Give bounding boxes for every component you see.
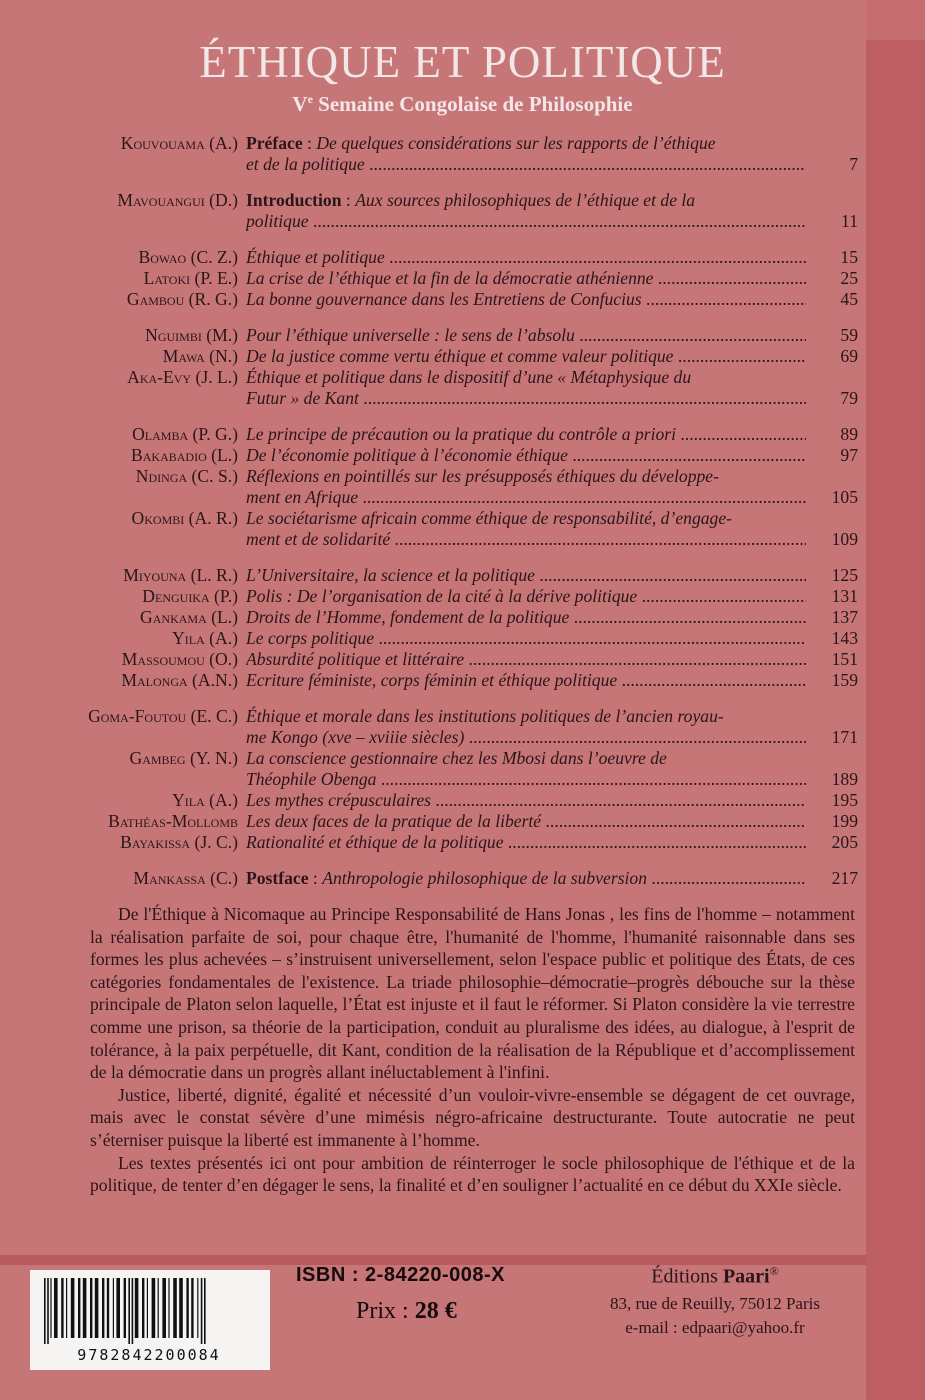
barcode-bar — [54, 1278, 58, 1338]
toc-lead: Introduction — [246, 190, 342, 210]
publisher-address — [570, 1292, 860, 1340]
toc-entry — [30, 445, 858, 466]
back-cover-blurb — [90, 903, 855, 1197]
toc-entry — [30, 466, 858, 508]
barcode-bar — [204, 1278, 206, 1344]
barcode-bar — [152, 1278, 156, 1338]
toc-author: Yila (A.) — [172, 628, 238, 648]
spine-highlight — [866, 0, 925, 40]
barcode-bar — [95, 1278, 99, 1338]
toc-page-number: 45 — [840, 289, 858, 309]
toc-title: Éthique et morale dans les institutions politiques de l’ancien royau- me Kongo (xve – xviiie siècles) ..... — [246, 706, 806, 748]
toc-author: Mankassa (C.) — [133, 868, 238, 888]
toc-page-number: 195 — [831, 790, 858, 810]
toc-title: Le principe de précaution ou la pratique du contrôle a priori ..... — [246, 424, 806, 445]
toc-entry — [30, 670, 858, 691]
toc-title: Éthique et politique dans le dispositif d’une « Métaphysique du Futur » de Kant ..... — [246, 367, 806, 409]
toc-entry — [30, 706, 858, 748]
toc-title: Droits de l’Homme, fondement de la politique ..... — [246, 607, 806, 628]
toc-title: Absurdité politique et littéraire ..... — [246, 649, 806, 670]
toc-title: De la justice comme vertu éthique et comme valeur politique ..... — [246, 346, 806, 367]
toc-page-number: 25 — [840, 268, 858, 288]
toc-author: Gankama (L.) — [140, 607, 238, 627]
toc-author: Gambeg (Y. N.) — [129, 748, 238, 768]
toc-page-number: 125 — [831, 565, 858, 585]
toc-title: Réflexions en pointillés sur les présupposés éthiques du développe- ment en Afrique ..... — [246, 466, 806, 508]
book-spine — [866, 0, 925, 1400]
barcode-bar — [107, 1278, 109, 1338]
toc-entry — [30, 190, 858, 232]
toc-author: Denguika (P.) — [142, 586, 238, 606]
toc-entry — [30, 508, 858, 550]
toc-page-number: 131 — [831, 586, 858, 606]
toc-entry — [30, 607, 858, 628]
barcode-bar — [168, 1278, 169, 1338]
toc-author: Massoumou (O.) — [121, 649, 238, 669]
toc-lead: Préface — [246, 133, 303, 153]
toc-author: Bathéas-Mollomb — [108, 811, 238, 831]
toc-entry — [30, 832, 858, 853]
address-line: 83, rue de Reuilly, 75012 Paris — [610, 1294, 820, 1313]
blurb-paragraph: Les textes présentés ici ont pour ambition de réinterroger le socle philosophique de l'éthique et de la politique, de tenter d’en dégager le sens, la finalité et d’en souligner l’actualité en ce début du XXIe siècle. — [90, 1152, 855, 1196]
toc-entry — [30, 247, 858, 268]
barcode-bar — [83, 1278, 87, 1338]
toc-author: Latoki (P. E.) — [143, 268, 238, 288]
barcode-bar — [116, 1278, 120, 1338]
toc-page-number: 143 — [831, 628, 858, 648]
barcode-bar — [191, 1278, 193, 1338]
barcode-bar — [113, 1278, 114, 1338]
barcode-bar — [78, 1278, 80, 1338]
toc-title: L’Universitaire, la science et la politique ..... — [246, 565, 806, 586]
toc-page-number: 171 — [831, 727, 858, 747]
toc-title: Préface : De quelques considérations sur les rapports de l’éthique et de la politique ..... — [246, 133, 806, 175]
barcode-bar — [47, 1278, 49, 1344]
toc-page-number: 97 — [840, 445, 858, 465]
toc-page-number: 11 — [841, 211, 858, 231]
toc-title: Le corps politique ..... — [246, 628, 806, 649]
barcode-bar — [50, 1278, 51, 1338]
toc-entry — [30, 289, 858, 310]
toc-title: La bonne gouvernance dans les Entretiens de Confucius ..... — [246, 289, 806, 310]
toc-title: De l’économie politique à l’économie éthique ..... — [246, 445, 806, 466]
toc-author: Olamba (P. G.) — [132, 424, 238, 444]
toc-page-number: 69 — [840, 346, 858, 366]
price: Prix : 28 € — [356, 1298, 457, 1324]
toc-entry — [30, 748, 858, 790]
toc-lead: Postface — [246, 868, 309, 888]
toc-page-number: 79 — [840, 388, 858, 408]
barcode-bar — [128, 1278, 130, 1344]
toc-entry — [30, 346, 858, 367]
blurb-paragraph: Justice, liberté, dignité, égalité et nécessité d’un vouloir-vivre-ensemble se dégagent de cet ouvrage, mais avec le constat sévère d’une mimésis négro-africaine destructurante. Toute autocratie ne peut s’éterniser puisque la liberté est immanente à l’homme. — [90, 1084, 855, 1150]
toc-title: Éthique et politique ..... — [246, 247, 806, 268]
toc-author: Goma-Foutou (E. C.) — [88, 706, 238, 726]
email-line: e-mail : edpaari@yahoo.fr — [625, 1318, 805, 1337]
barcode-bar — [66, 1278, 67, 1338]
toc-author: Ndinga (C. S.) — [135, 466, 238, 486]
toc-author: Bakabadio (L.) — [131, 445, 238, 465]
toc-entry — [30, 565, 858, 586]
barcode-bar — [61, 1278, 63, 1338]
toc-title: Rationalité et éthique de la politique ..... — [246, 832, 806, 853]
toc-entry — [30, 790, 858, 811]
barcode-bar — [90, 1278, 92, 1338]
toc-page-number: 7 — [849, 154, 858, 174]
toc-page-number: 89 — [840, 424, 858, 444]
toc-author: Miyouna (L. R.) — [123, 565, 238, 585]
barcode-bar — [147, 1278, 148, 1338]
barcode — [38, 1276, 260, 1344]
toc-title: Ecriture féministe, corps féminin et éthique politique ..... — [246, 670, 806, 691]
barcode-bar — [135, 1278, 139, 1338]
toc-page-number: 199 — [831, 811, 858, 831]
toc-title: Pour l’éthique universelle : le sens de l’absolu ..... — [246, 325, 806, 346]
toc-page-number: 15 — [840, 247, 858, 267]
toc-page-number: 109 — [831, 529, 858, 549]
toc-entry — [30, 268, 858, 289]
toc-page-number: 59 — [840, 325, 858, 345]
toc-entry — [30, 586, 858, 607]
table-of-contents — [30, 133, 858, 889]
toc-title: Les deux faces de la pratique de la liberté ..... — [246, 811, 806, 832]
book-title: ÉTHIQUE ET POLITIQUE — [199, 37, 726, 87]
barcode-bar — [142, 1278, 144, 1338]
barcode-bar — [186, 1278, 188, 1338]
toc-entry — [30, 424, 858, 445]
toc-author: Yila (A.) — [172, 790, 238, 810]
barcode-bar — [44, 1278, 46, 1344]
toc-author: Kouvouama (A.) — [120, 133, 238, 153]
blurb-paragraph: De l'Éthique à Nicomaque au Principe Responsabilité de Hans Jonas , les fins de l'homme – notamment la réalisation parfaite de soi, pour chaque être, l'humanité de l'homme, l'humanité raisonnable dans ses formes les plus achevées – s’instruisent universellement, selon l'espace public et politique des États, de ces catégories fondamentales de l'existence. La triade philosophie–démocratie–progrès débouche sur la thèse principale de Platon selon laquelle, l’État est injuste et il faut le réformer. Si Platon considère la vie terrestre comme une prison, sa théorie de la participation, conduit au pluralisme des idées, au dialogue, à l'esprit de tolérance, à la paix perpétuelle, dit Kant, condition de la réalisation de la République et d’accomplissement de la démocratie dans un progrès allant inéluctablement à l'infini. — [90, 904, 855, 1083]
publisher-name: Éditions Paari® — [651, 1264, 779, 1288]
toc-entry — [30, 325, 858, 346]
barcode-number: 9782842200084 — [77, 1346, 221, 1364]
toc-entry — [30, 367, 858, 409]
toc-title: Les mythes crépusculaires ..... — [246, 790, 806, 811]
toc-page-number: 205 — [831, 832, 858, 852]
barcode-bar — [124, 1278, 126, 1338]
toc-author: Bowao (C. Z.) — [138, 247, 238, 267]
toc-page-number: 151 — [831, 649, 858, 669]
toc-author: Malonga (A.N.) — [121, 670, 238, 690]
barcode-bar — [102, 1278, 104, 1338]
toc-author: Nguimbi (M.) — [145, 325, 238, 345]
toc-author: Aka-Evy (J. L.) — [127, 367, 238, 387]
toc-title: Introduction : Aux sources philosophiques de l’éthique et de la politique ..... — [246, 190, 806, 232]
barcode-bar — [162, 1278, 166, 1338]
toc-page-number: 137 — [831, 607, 858, 627]
barcode-bar — [71, 1278, 75, 1338]
toc-entry — [30, 133, 858, 175]
toc-entry — [30, 868, 858, 889]
toc-page-number: 217 — [831, 868, 858, 888]
toc-title: La crise de l’éthique et la fin de la démocratie athénienne ..... — [246, 268, 806, 289]
barcode-bar — [173, 1278, 177, 1338]
toc-title: La conscience gestionnaire chez les Mbosi dans l’oeuvre de Théophile Obenga ..... — [246, 748, 806, 790]
toc-author: Bayakissa (J. C.) — [120, 832, 238, 852]
toc-page-number: 159 — [831, 670, 858, 690]
toc-entry — [30, 649, 858, 670]
isbn: ISBN : 2-84220-008-X — [296, 1264, 505, 1286]
toc-entry — [30, 811, 858, 832]
barcode-bar — [201, 1278, 203, 1344]
toc-page-number: 189 — [831, 769, 858, 789]
toc-title: Le sociétarisme africain comme éthique de responsabilité, d’engage- ment et de solidarité ..... — [246, 508, 806, 550]
toc-entry — [30, 628, 858, 649]
toc-author: Mavouangui (D.) — [117, 190, 238, 210]
barcode-bar — [179, 1278, 183, 1338]
toc-page-number: 105 — [831, 487, 858, 507]
barcode-bar — [132, 1278, 134, 1344]
toc-title: Postface : Anthropologie philosophique de la subversion ..... — [246, 868, 806, 889]
barcode-bar — [197, 1278, 198, 1338]
toc-author: Gambou (R. G.) — [126, 289, 238, 309]
barcode-bar — [158, 1278, 159, 1338]
toc-title: Polis : De l’organisation de la cité à la dérive politique ..... — [246, 586, 806, 607]
toc-author: Mawa (N.) — [162, 346, 238, 366]
toc-author: Okombi (A. R.) — [131, 508, 238, 528]
book-subtitle: Ve Semaine Congolaise de Philosophie — [292, 92, 633, 116]
